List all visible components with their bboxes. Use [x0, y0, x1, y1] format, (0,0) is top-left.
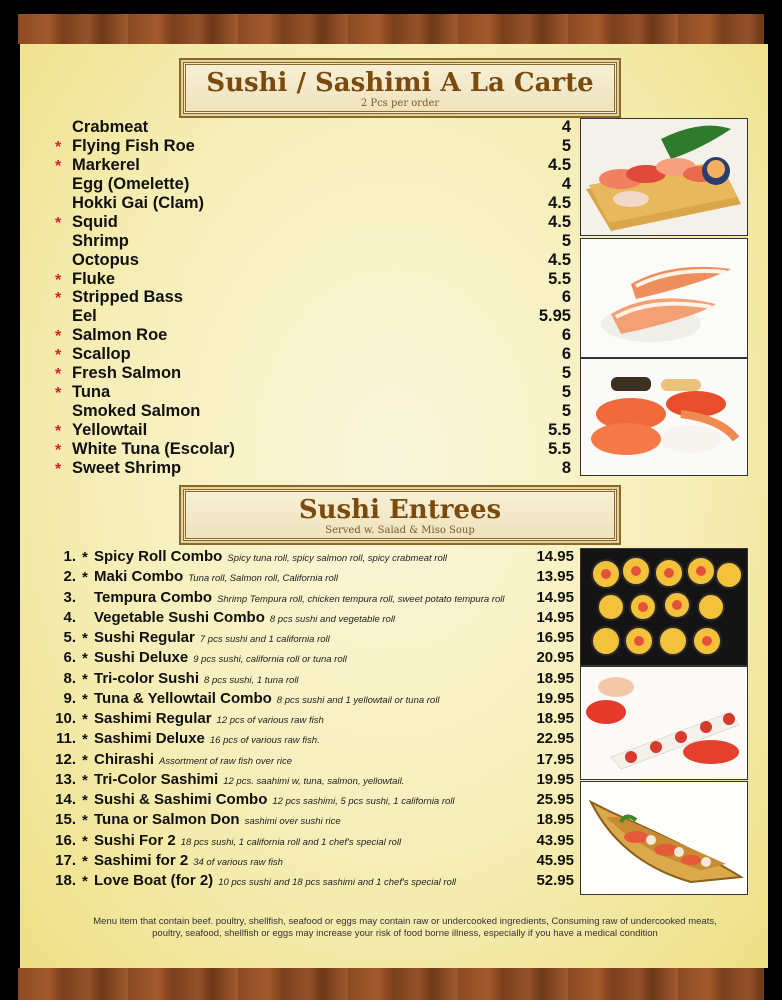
raw-item-star: * [82, 670, 88, 688]
entree-price: 52.95 [536, 872, 574, 889]
item-price: 4 [561, 174, 571, 193]
entree-description: 18 pcs sushi, 1 california roll and 1 chef's special roll [180, 836, 402, 848]
raw-item-star: * [82, 812, 88, 830]
a-la-carte-item [55, 270, 575, 289]
entree-description: 9 pcs sushi, california roll or tuna roll [193, 654, 347, 666]
entrees-list [40, 548, 580, 892]
raw-item-star: * [55, 385, 62, 403]
entree-description: 12 pcs. saahimi w, tuna, salmon, yellowtail. [223, 775, 405, 787]
item-price: 5.95 [538, 307, 571, 326]
wood-bottom-border [18, 968, 764, 1000]
entree-description: 8 pcs sushi and 1 yellowtail or tuna roll [276, 694, 440, 706]
entree-number: 8. [63, 669, 76, 687]
item-name: White Tuna (Escolar) [72, 439, 235, 458]
item-name: Shrimp [72, 231, 129, 250]
entree-price: 22.95 [536, 730, 574, 748]
entree-description: sashimi over sushi rice [244, 816, 341, 828]
raw-item-star: * [82, 792, 88, 809]
entree-name: Tuna or Salmon Don [94, 811, 240, 829]
raw-item-star: * [82, 650, 88, 668]
entree-description: Spicy tuna roll, spicy salmon roll, spicy crabmeat roll [227, 553, 447, 564]
item-name: Egg (Omelette) [72, 174, 190, 193]
entree-number: 9. [63, 689, 76, 707]
raw-item-star: * [82, 731, 88, 749]
a-la-carte-banner [183, 62, 617, 114]
entree-item [40, 670, 580, 690]
item-price: 4.5 [548, 193, 571, 212]
a-la-carte-item [55, 232, 575, 251]
raw-item-star: * [55, 423, 62, 440]
raw-item-star: * [82, 569, 88, 587]
raw-item-star: * [82, 630, 88, 647]
entree-description: 12 pcs of various raw fish [216, 715, 324, 726]
entree-name: Tempura Combo [94, 588, 213, 606]
entree-name: Vegetable Sushi Combo [94, 608, 265, 626]
item-name: Yellowtail [72, 421, 148, 439]
entree-number: 16. [55, 831, 76, 849]
entree-price: 18.95 [536, 669, 574, 687]
raw-item-star: * [55, 290, 62, 308]
raw-item-star: * [55, 460, 62, 478]
entree-number: 10. [55, 710, 76, 727]
sashimi-platter-photo [580, 118, 748, 236]
sushi-rolls-photo [580, 548, 748, 666]
entree-description: 7 pcs sushi and 1 california roll [199, 634, 330, 645]
entree-number: 4. [63, 608, 76, 626]
entree-price: 19.95 [536, 770, 574, 788]
a-la-carte-item [55, 326, 575, 345]
entree-description: Tuna roll, Salmon roll, California roll [188, 573, 338, 585]
a-la-carte-item [55, 288, 575, 307]
entree-description: 8 pcs sushi, 1 tuna roll [204, 674, 299, 686]
entree-number: 13. [55, 770, 76, 788]
entree-number: 11. [55, 730, 76, 748]
item-name: Crabmeat [72, 118, 149, 136]
entree-name: Love Boat (for 2) [94, 872, 214, 889]
a-la-carte-item [55, 459, 575, 478]
item-price: 6 [561, 345, 571, 364]
item-price: 4.5 [548, 155, 571, 174]
raw-item-star: * [55, 347, 62, 365]
entree-number: 18. [55, 872, 76, 889]
raw-item-star: * [55, 157, 62, 175]
entree-description: 16 pcs of various raw fish. [209, 735, 320, 747]
raw-item-star: * [55, 366, 62, 384]
sashimi-and-roll-photo [580, 666, 748, 780]
entree-price: 43.95 [536, 831, 574, 849]
entree-item [40, 649, 580, 669]
item-price: 5 [561, 364, 571, 383]
a-la-carte-item [55, 440, 575, 459]
item-price: 5 [561, 136, 571, 155]
raw-item-star: * [82, 711, 88, 728]
a-la-carte-item [55, 421, 575, 440]
item-name: Salmon Roe [72, 326, 168, 345]
entree-price: 14.95 [536, 548, 574, 565]
entree-number: 6. [63, 649, 76, 667]
item-name: Fresh Salmon [72, 364, 182, 383]
raw-item-star: * [82, 832, 88, 850]
item-name: Smoked Salmon [72, 402, 201, 421]
entree-price: 18.95 [536, 710, 574, 727]
entree-item [40, 730, 580, 750]
entree-item [40, 751, 580, 771]
item-name: Squid [72, 212, 118, 231]
entree-name: Spicy Roll Combo [94, 548, 223, 565]
wood-top-border [18, 14, 764, 44]
item-name: Scallop [72, 345, 131, 364]
item-name: Stripped Bass [72, 288, 183, 307]
a-la-carte-item [55, 402, 575, 421]
entree-price: 14.95 [536, 608, 574, 626]
entree-item [40, 791, 580, 811]
item-name: Flying Fish Roe [72, 136, 195, 155]
a-la-carte-list [55, 118, 575, 478]
raw-item-star: * [82, 690, 88, 708]
raw-item-star: * [55, 441, 62, 459]
a-la-carte-item [55, 364, 575, 383]
entree-number: 12. [55, 750, 76, 768]
entree-name: Sushi & Sashimi Combo [94, 791, 268, 808]
raw-item-star: * [55, 138, 62, 156]
entree-item [40, 832, 580, 852]
a-la-carte-item [55, 137, 575, 156]
entree-description: 12 pcs sashimi, 5 pcs sushi, 1 california roll [272, 796, 455, 807]
item-name: Fluke [72, 269, 116, 288]
item-price: 5 [561, 231, 571, 250]
item-price: 5.5 [548, 421, 571, 439]
raw-item-star: * [82, 771, 88, 789]
entree-name: Sashimi for 2 [94, 851, 189, 869]
a-la-carte-item [55, 345, 575, 364]
shrimp-sushi-photo [580, 238, 748, 358]
entree-name: Sashimi Deluxe [94, 730, 205, 748]
entree-description: Shrimp Tempura roll, chicken tempura roll, sweet potato tempura roll [217, 593, 505, 605]
item-price: 8 [561, 458, 571, 477]
raw-item-star: * [82, 873, 88, 890]
entree-item [40, 690, 580, 710]
entree-number: 1. [63, 548, 76, 565]
a-la-carte-item [55, 175, 575, 194]
entree-item [40, 771, 580, 791]
item-price: 6 [561, 326, 571, 345]
entree-item [40, 609, 580, 629]
disclaimer-line-1: Menu item that contain beef. poultry, shellfish, seafood or eggs may contain raw or undercooked ingredients, Consuming raw of undercooked meats, [93, 916, 717, 927]
entree-name: Sushi Deluxe [94, 649, 189, 667]
entree-description: 8 pcs sushi and vegetable roll [269, 613, 396, 625]
item-name: Eel [72, 307, 97, 326]
entree-name: Tuna & Yellowtail Combo [94, 689, 272, 707]
item-price: 5 [561, 402, 571, 421]
entree-price: 16.95 [536, 629, 574, 646]
entree-price: 19.95 [536, 689, 574, 707]
entree-price: 14.95 [536, 588, 574, 606]
entree-name: Chirashi [94, 750, 155, 768]
entree-price: 13.95 [536, 568, 574, 586]
nigiri-assortment-photo [580, 358, 748, 476]
entree-description: 34 of various raw fish [193, 856, 283, 868]
entree-item [40, 852, 580, 872]
entree-number: 2. [63, 568, 76, 586]
a-la-carte-subtitle: 2 Pcs per order [360, 98, 440, 109]
entree-price: 25.95 [536, 791, 574, 808]
item-price: 4.5 [548, 212, 571, 231]
a-la-carte-item [55, 156, 575, 175]
food-safety-disclaimer [80, 916, 730, 940]
entree-price: 45.95 [536, 851, 574, 869]
raw-item-star: * [55, 214, 62, 232]
item-price: 5 [561, 383, 571, 402]
entree-name: Sushi For 2 [94, 831, 176, 849]
item-name: Sweet Shrimp [72, 458, 182, 477]
a-la-carte-item [55, 251, 575, 270]
entree-name: Tri-color Sushi [94, 669, 200, 687]
entree-name: Sushi Regular [94, 629, 195, 646]
entrees-title: Sushi Entrees [298, 495, 502, 525]
raw-item-star: * [55, 328, 62, 346]
entree-item [40, 629, 580, 649]
raw-item-star: * [82, 852, 88, 870]
entree-item [40, 589, 580, 609]
item-name: Octopus [72, 250, 139, 269]
love-boat-photo [580, 781, 748, 895]
item-price: 4.5 [548, 250, 571, 269]
raw-item-star: * [82, 751, 88, 769]
entree-number: 14. [55, 791, 76, 808]
entree-name: Sashimi Regular [94, 710, 212, 727]
entree-description: 10 pcs sushi and 18 pcs sashimi and 1 chef's special roll [218, 877, 457, 888]
entree-item [40, 710, 580, 730]
a-la-carte-item [55, 118, 575, 137]
entrees-banner [183, 489, 617, 541]
a-la-carte-item [55, 383, 575, 402]
entree-price: 17.95 [536, 750, 574, 768]
entree-price: 20.95 [536, 649, 574, 667]
a-la-carte-item [55, 213, 575, 232]
disclaimer-line-2: poultry, seafood, shellfish or eggs may increase your risk of food borne illness, especially if you have a medical condition [152, 928, 658, 939]
entree-number: 15. [55, 811, 76, 829]
item-name: Markerel [72, 155, 140, 174]
item-price: 5.5 [548, 439, 571, 458]
a-la-carte-title: Sushi / Sashimi A La Carte [206, 68, 594, 98]
entree-description: Assortment of raw fish over rice [159, 755, 293, 767]
item-price: 5.5 [548, 269, 571, 288]
item-name: Tuna [72, 383, 111, 402]
entree-item [40, 568, 580, 588]
a-la-carte-item [55, 307, 575, 326]
entree-name: Maki Combo [94, 568, 184, 586]
entree-item [40, 548, 580, 568]
entree-price: 18.95 [536, 811, 574, 829]
entree-number: 17. [55, 851, 76, 869]
entree-item [40, 811, 580, 831]
entree-number: 5. [63, 629, 76, 646]
entrees-subtitle: Served w. Salad & Miso Soup [325, 525, 475, 536]
raw-item-star: * [55, 271, 62, 289]
entree-number: 3. [63, 588, 76, 606]
item-price: 4 [561, 118, 571, 136]
entree-name: Tri-Color Sashimi [94, 770, 219, 788]
item-name: Hokki Gai (Clam) [72, 193, 205, 212]
entree-item [40, 872, 580, 892]
item-price: 6 [561, 288, 571, 307]
raw-item-star: * [82, 549, 88, 566]
a-la-carte-item [55, 194, 575, 213]
